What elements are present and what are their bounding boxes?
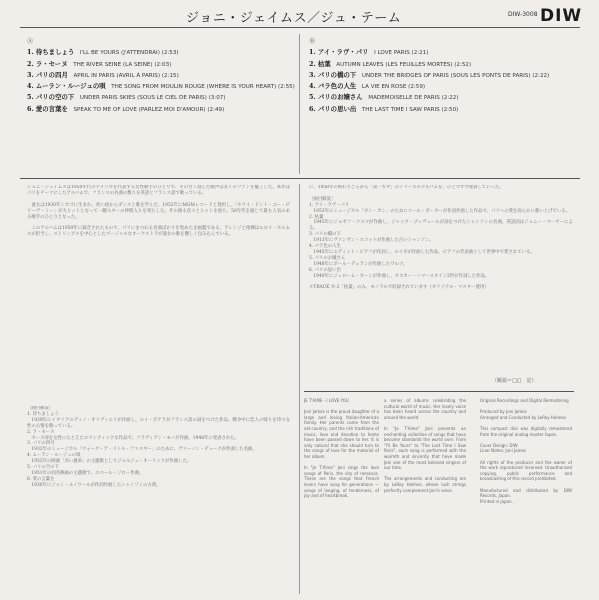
- english-notes-col-1: JE T'AIME - I LOVE YOU Joni James is the proud daughter of a large and loving Italian-American family. Her parents came from the old country, and the rich traditions of music, love and devotion to home have been passed down to her. It is only natural that she should turn to the songs of love for the material of her album. In "Je T'Aime" Joni sings the love songs of Paris, the city of romance. These are the songs that French lovers have sung for generations — songs of longing, of tenderness, of joy and of heartbreak.: [304, 398, 379, 499]
- english-notes-col-2: a series of albums celebrating the cultural world of music. Her lovely voice has been heard across the country and around the world. In "Je T'Aime" Joni presents an enchanting collection of songs that have become standards the world over. From "I'll Be Yours" to "The Last Time I Saw Paris", each song is performed with the warmth and sincerity that have made Joni one of the most beloved singers of our time. The arrangements and conducting are by LeRoy Holmes, whose lush strings perfectly complement Joni's voice.: [384, 398, 466, 493]
- track-list-item: 4. バラ色の人生 LA VIE EN ROSE (2:59): [309, 82, 426, 91]
- liner-notes-b-body: に、1958年の終わりごろから「第一カタ」のシリーズのアルバムを、ひとつずつ発表していった。 ［曲目解説］ 1. アイ・ラヴ・パリ 1953年のミュージカル「カン・カン」のためにコール・ポーターが作詞作曲した作品で、パリへの愛を高らかに歌い上げている。 2. 枯葉 1945年にジョゼフ・コスマが作曲し、ジャック・プレヴェールが詞をつけたシャンソンの名曲。英語詞はジョニー・マーサーによる。 3. パリの橋の下 1913年にヴァンサン・スコットが作曲した古いシャンソン。 4. バラ色の人生 1945年にエディット・ピアフが作詞し、ルイギが作曲した作品。ピアフの代表曲として世界中で愛されている。 5. パリのお嬢さん 1948年にポール・デュランが作曲したワルツ。 6. パリの思い出 1940年にジェローム・カーンが作曲し、オスカー・ハマースタイン2世が作詞した作品。 ＊TRACK Ⓑ-2「枯葉」のみ、モノラルで収録されています（オリジナル・マスター使用）: [309, 185, 573, 291]
- track-list-item: 3. パリの橋の下 UNDER THE BRIDGES OF PARIS (SOUS LES PONTS DE PARIS) (2:22): [309, 70, 550, 79]
- liner-notes-credit: （解説＝□□ 記）: [492, 378, 537, 384]
- liner-notes-a-commentary: ［曲目解説］ 1. 待ちましょう 1939年にイタリアのディノ・オリヴィエリが作曲し、ルイ・ポテラがフランス語の詞をつけた作品。戦争中に恋人の帰りを待つ女性の心情を歌っている。 2. ラ・セーヌ セーヌ河を女性にたとえたロマンティックな作品で、フラヴィアン・モノが作曲。1948年に発表された。 3. パリの四月 1932年のミュージカル「ウォーク・ア・リトル・ファスター」のために、ヴァーノン・デュークが作曲した名曲。 4. ムーラン・ルージュの唄 1952年の映画「赤い風車」の主題歌としてジョルジュ・オーリックが作曲した。 5. パリの空の下 1951年の同名映画の主題歌で、ユベール・ジロー作曲。 6. 愛の言葉を 1930年にジャン・ルノワールが作詞作曲したシャンソンの古典。: [27, 406, 290, 488]
- album-title: ジョニ・ジェイムス／ジュ・テーム: [186, 11, 402, 26]
- track-list-item: 5. パリのお嬢さん MADEMOISELLE DE PARIS (2:22): [309, 93, 459, 102]
- side-a-tracklist: [27, 37, 297, 115]
- track-list-item: 1. 待ちましょう I'LL BE YOURS (J'ATTENDRAI) (2:53): [27, 48, 179, 57]
- catalog-number: DIW-3008: [508, 11, 538, 18]
- track-list-item: 2. ラ・セーヌ THE RIVER SEINE (LA SEINE) (2:03): [27, 59, 172, 68]
- track-list-item: 6. 愛の言葉を SPEAK TO ME OF LOVE (PARLEZ MOI D'AMOUR) (2:49): [27, 104, 225, 113]
- notes-divider: [299, 184, 300, 594]
- tracklist-rule: [20, 178, 580, 179]
- track-list-item: 2. 枯葉 AUTUMN LEAVES (LES FEUILLES MORTES) (2:52): [309, 59, 472, 68]
- track-list-item: 4. ムーラン・ルージュの唄 THE SONG FROM MOULIN ROUGE (WHERE IS YOUR HEART) (2:55): [27, 82, 295, 91]
- liner-notes-a-body: ジョニ・ジェイムスは1950年代のアメリカを代表する女性歌手のひとりで、その甘く澄んだ歌声は多くのファンを魅了した。本作はパリをテーマにしたアルバムで、フランスの名曲の数々を英語とフランス語で歌っている。 彼女は1930年シカゴに生まれ、幼い頃からダンスと歌を学んだ。1952年にMGMレコードと契約し、「ホワイ・ドント・ユー・ビリーヴ・ミー」が大ヒットとなって一躍スターの仲間入りを果たした。その後も次々とヒットを放ち、50年代を通じて最も人気のある歌手のひとりとなった。 このアルバムは1959年に録音されたもので、パリにまつわる名曲ばかりを集めた企画盤である。アレンジと指揮はルロイ・ホルムスが担当し、ストリングスを中心としたゴージャスなオーケストラが彼女の歌を優しく包み込んでいる。: [27, 185, 290, 238]
- side-a-label: Ⓐ: [27, 38, 34, 45]
- header-rule: [20, 27, 580, 28]
- side-b-label: Ⓑ: [309, 38, 316, 45]
- track-list-item: 1. アイ・ラヴ・パリ I LOVE PARIS (2:21): [309, 48, 429, 57]
- english-notes-col-3: Original Recordings and Digital Remastering Produced by Joni James Arranged and Conducted by LeRoy Holmes This compact disc was digitally remastered from the original analog master tapes. Cover Design: DIW Liner Notes: Joni James All rights of the producer and the owner of the work reproduced reserved. Unauthorized copying, public performance and broadcasting of this record prohibited. Manufactured and distributed by DIW Records, Japan. Printed in Japan.: [480, 398, 572, 504]
- track-list-item: 6. パリの思い出 THE LAST TIME I SAW PARIS (2:50): [309, 104, 459, 113]
- side-b-tracklist: [309, 37, 579, 115]
- tracklist-divider: [299, 34, 300, 174]
- label-logo: DIW: [540, 6, 583, 26]
- track-list-item: 5. パリの空の下 UNDER PARIS SKIES (SOUS LE CIEL DE PARIS) (3:07): [27, 93, 226, 102]
- english-rule: [304, 391, 574, 392]
- track-list-item: 3. パリの四月 APRIL IN PARIS (AVRIL À PARIS) (2:15): [27, 70, 179, 79]
